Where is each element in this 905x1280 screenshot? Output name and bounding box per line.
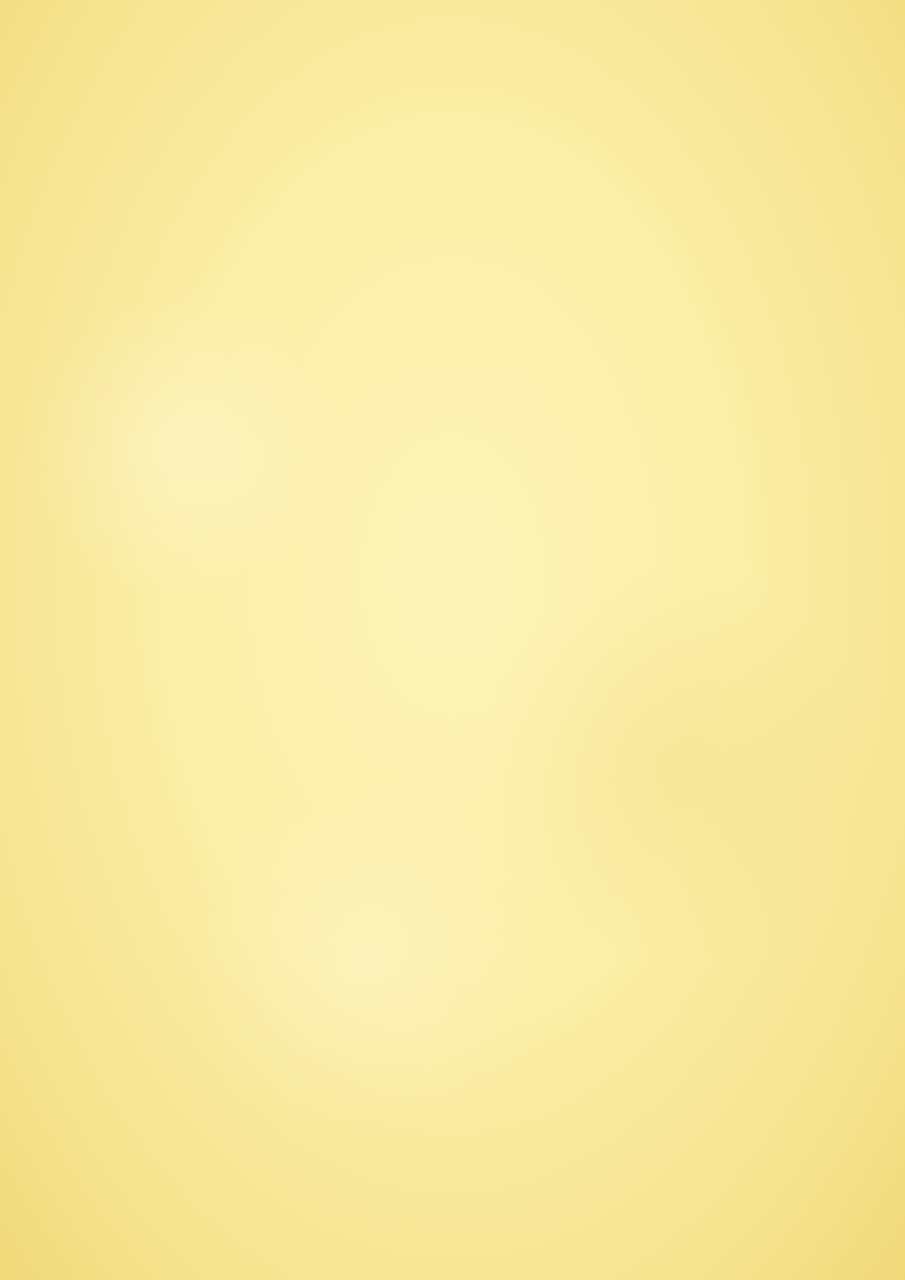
sunflower-border-top xyxy=(0,0,905,330)
sunflower-border-bottom xyxy=(0,930,905,1280)
event-program xyxy=(86,517,886,583)
